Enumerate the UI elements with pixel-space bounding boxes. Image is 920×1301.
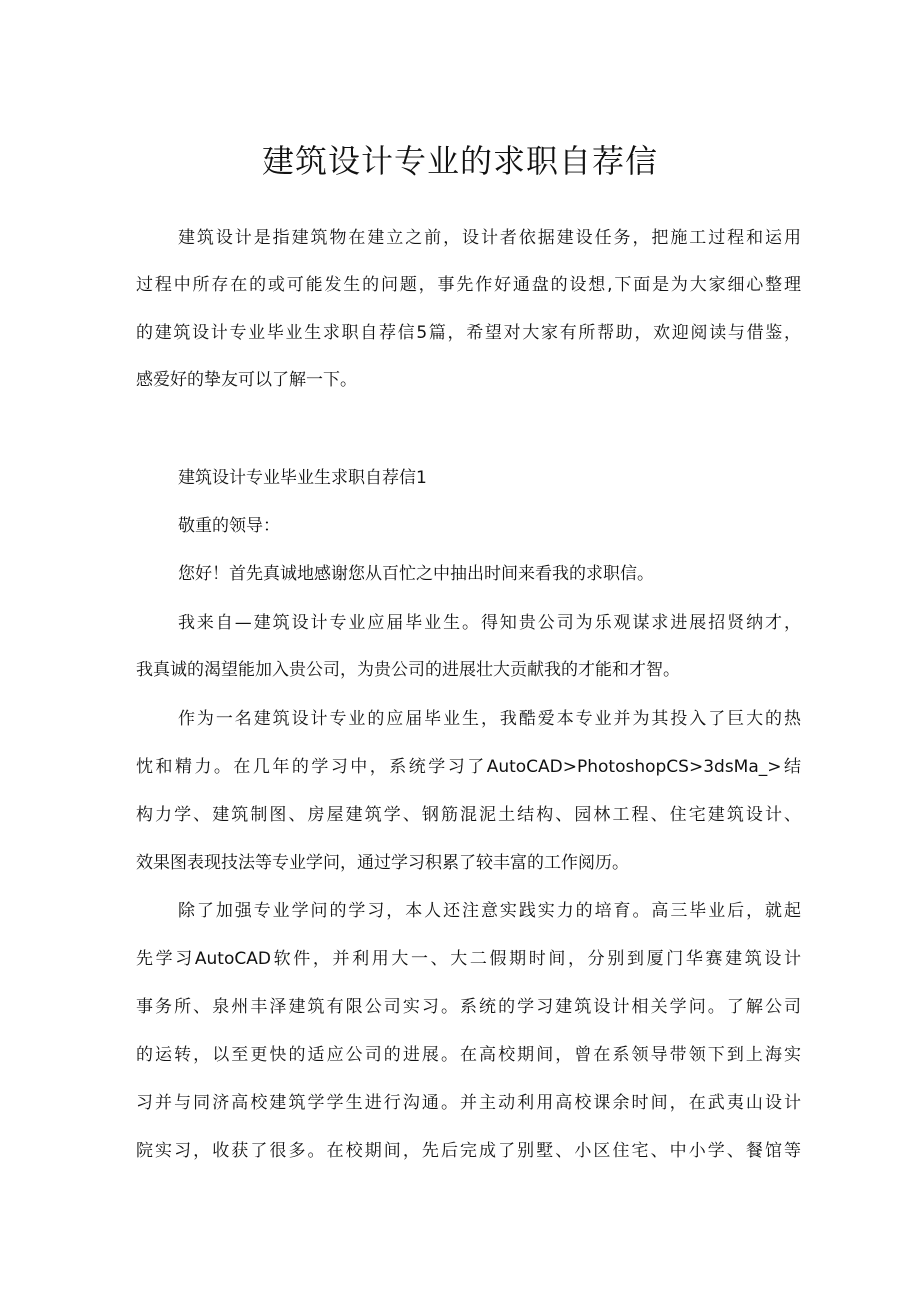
paragraph-line: 我真诚的渴望能加入贵公司，为贵公司的进展壮大贡献我的才能和才智。 [136,660,680,680]
salutation: 敬重的领导： [178,516,280,536]
paragraph-line: 我来自—建筑设计专业应届毕业生。得知贵公司为乐观谋求进展招贤纳才， [178,613,801,633]
intro-line: 的建筑设计专业毕业生求职自荐信5篇，希望对大家有所帮助，欢迎阅读与借鉴， [136,323,801,343]
letter-heading: 建筑设计专业毕业生求职自荐信1 [178,468,427,488]
paragraph-line: 先学习AutoCAD软件，并利用大一、大二假期时间，分别到厦门华赛建筑设计 [136,949,801,969]
paragraph-line: 效果图表现技法等专业学问，通过学习积累了较丰富的工作阅历。 [136,853,629,873]
paragraph-line: 构力学、建筑制图、房屋建筑学、钢筋混泥土结构、园林工程、住宅建筑设计、 [136,805,801,825]
paragraph-line: 院实习，收获了很多。在校期间，先后完成了别墅、小区住宅、中小学、餐馆等 [136,1141,801,1161]
document-title: 建筑设计专业的求职自荐信 [261,142,658,180]
paragraph-line: 作为一名建筑设计专业的应届毕业生，我酷爱本专业并为其投入了巨大的热 [178,709,801,729]
greeting-line: 您好！首先真诚地感谢您从百忙之中抽出时间来看我的求职信。 [178,564,654,584]
paragraph-line: 的运转，以至更快的适应公司的进展。在高校期间，曾在系领导带领下到上海实 [136,1045,801,1065]
paragraph-line: 习并与同济高校建筑学学生进行沟通。并主动利用高校课余时间，在武夷山设计 [136,1093,801,1113]
intro-line: 建筑设计是指建筑物在建立之前，设计者依据建设任务，把施工过程和运用 [178,228,801,248]
intro-line: 感爱好的挚友可以了解一下。 [136,370,357,390]
paragraph-line: 事务所、泉州丰泽建筑有限公司实习。系统的学习建筑设计相关学问。了解公司 [136,997,801,1017]
paragraph-line: 除了加强专业学问的学习，本人还注意实践实力的培育。高三毕业后，就起 [178,901,801,921]
intro-line: 过程中所存在的或可能发生的问题，事先作好通盘的设想,下面是为大家细心整理 [136,275,801,295]
paragraph-line: 忱和精力。在几年的学习中，系统学习了AutoCAD>PhotoshopCS>3dsMa_>结 [136,757,801,777]
